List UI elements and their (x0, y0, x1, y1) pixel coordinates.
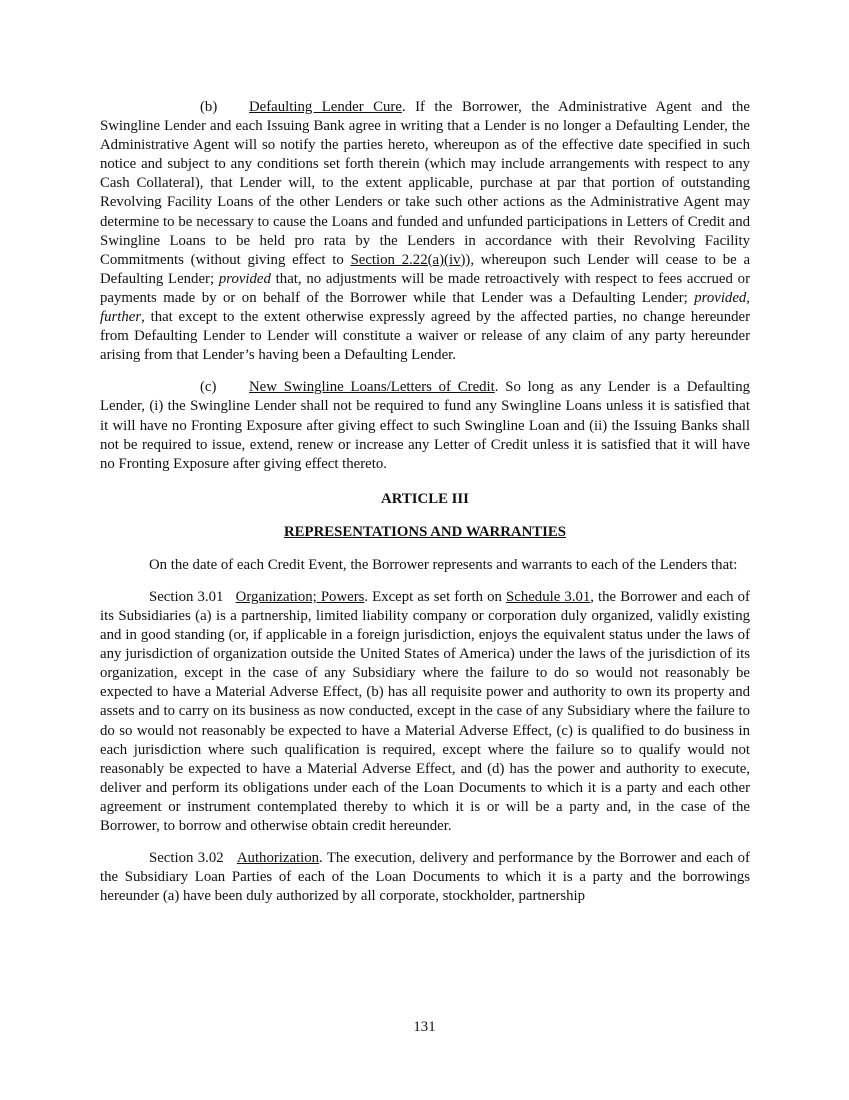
section-text: . Except as set forth on (364, 588, 507, 605)
paragraph-text: . If the Borrower, the Administrative Agent and the Swingline Lender and each Issuing Bank agree in writing that a Lender is no longer a Defaulting Lender, the Administrative Agent will so notify the parties hereto, whereupon as of the effective date specified in such notice and subject to any conditions set forth therein (which may include arrangements with respect to any Cash Collateral), that Lender will, to the extent applicable, purchase at par that portion of outstanding Revolving Facility Loans of the other Lenders or take such other actions as the Administrative Agent may determine to be necessary to cause the Loans and funded and unfunded participations in Letters of Credit and Swingline Loans to be held pro rata by the Lenders in accordance with their Revolving Facility Commitments (without giving effect to (100, 99, 750, 268)
paragraph-text: , that except to the extent otherwise expressly agreed by the affected parties, no change hereunder from Defaulting Lender to Lender will constitute a waiver or release of any claim of any party hereunder arising from that Lender’s having been a Defaulting Lender. (100, 309, 750, 364)
section-3-02 (100, 849, 750, 906)
schedule-reference-link[interactable]: Schedule 3.01 (506, 588, 591, 605)
section-reference-link[interactable]: Section 2.22(a)(iv) (350, 251, 466, 268)
document-page (100, 98, 750, 919)
paragraph-b (100, 98, 750, 365)
page-number: 131 (413, 1019, 436, 1035)
section-title: Authorization (236, 850, 320, 867)
paragraph-text: that, no adjustments will be made retroactively with respect to fees accrued or payments made by or on behalf of the Borrower while that Lender was a Defaulting Lender; (100, 270, 750, 306)
article-title (100, 523, 750, 542)
article-title-text: REPRESENTATIONS AND WARRANTIES (283, 523, 567, 540)
section-title: Organization; Powers (235, 588, 365, 605)
intro-paragraph: On the date of each Credit Event, the Borrower represents and warrants to each of the Lenders that: (149, 556, 738, 573)
proviso-term: provided, further (100, 289, 750, 326)
paragraph-label: (b) (200, 99, 218, 115)
section-text: . The execution, delivery and performance by the Borrower and each of the Subsidiary Loan Parties of each of the Loan Documents to which it is a party and the borrowings hereunder (a) have been duly authorized by all corporate, stockholder, partnership (100, 850, 750, 905)
paragraph-label: (c) (200, 379, 217, 396)
article-number: ARTICLE III (381, 490, 469, 507)
proviso-term: provided (218, 270, 271, 287)
section-label: Section 3.01 (149, 588, 224, 605)
section-3-01 (100, 588, 750, 836)
paragraph-text: ), whereupon such Lender will cease to be a Defaulting Lender; (100, 251, 751, 287)
paragraph-title: Defaulting Lender Cure (249, 99, 402, 115)
paragraph-text: . So long as any Lender is a Defaulting Lender, (i) the Swingline Lender shall not be required to fund any Swingline Loans unless it is satisfied that it will have no Fronting Exposure after giving effect to such Swingline Loan and (ii) the Issuing Banks shall not be required to issue, extend, renew or increase any Letter of Credit unless it is satisfied that it will have no Fronting Exposure after giving effect thereto. (100, 379, 750, 472)
section-label: Section 3.02 (149, 850, 224, 867)
paragraph-c (100, 378, 750, 473)
section-text: , the Borrower and each of its Subsidiaries (a) is a partnership, limited liability company or corporation duly organized, validly existing and in good standing (or, if applicable in a foreign jurisdiction, enjoys the equivalent status under the laws of any jurisdiction of organization outside the United States of America) under the laws of the jurisdiction of its organization, except in the case of any Subsidiary where the failure to do so would not reasonably be expected to have a Material Adverse Effect, (b) has all requisite power and authority to own its property and assets and to carry on its business as now conducted, except in the case of any Subsidiary where the failure to do so would not reasonably be expected to have a Material Adverse Effect, (c) is qualified to do business in each jurisdiction where such qualification is required, except where the failure so to qualify would not reasonably be expected to have a Material Adverse Effect, and (d) has the power and authority to execute, deliver and perform its obligations under each of the Loan Documents to which it is a party and each other agreement or instrument contemplated thereby to which it is or will be a party and, in the case of the Borrower, to borrow and otherwise obtain credit hereunder. (100, 588, 750, 834)
paragraph-title: New Swingline Loans/Letters of Credit (249, 379, 495, 396)
